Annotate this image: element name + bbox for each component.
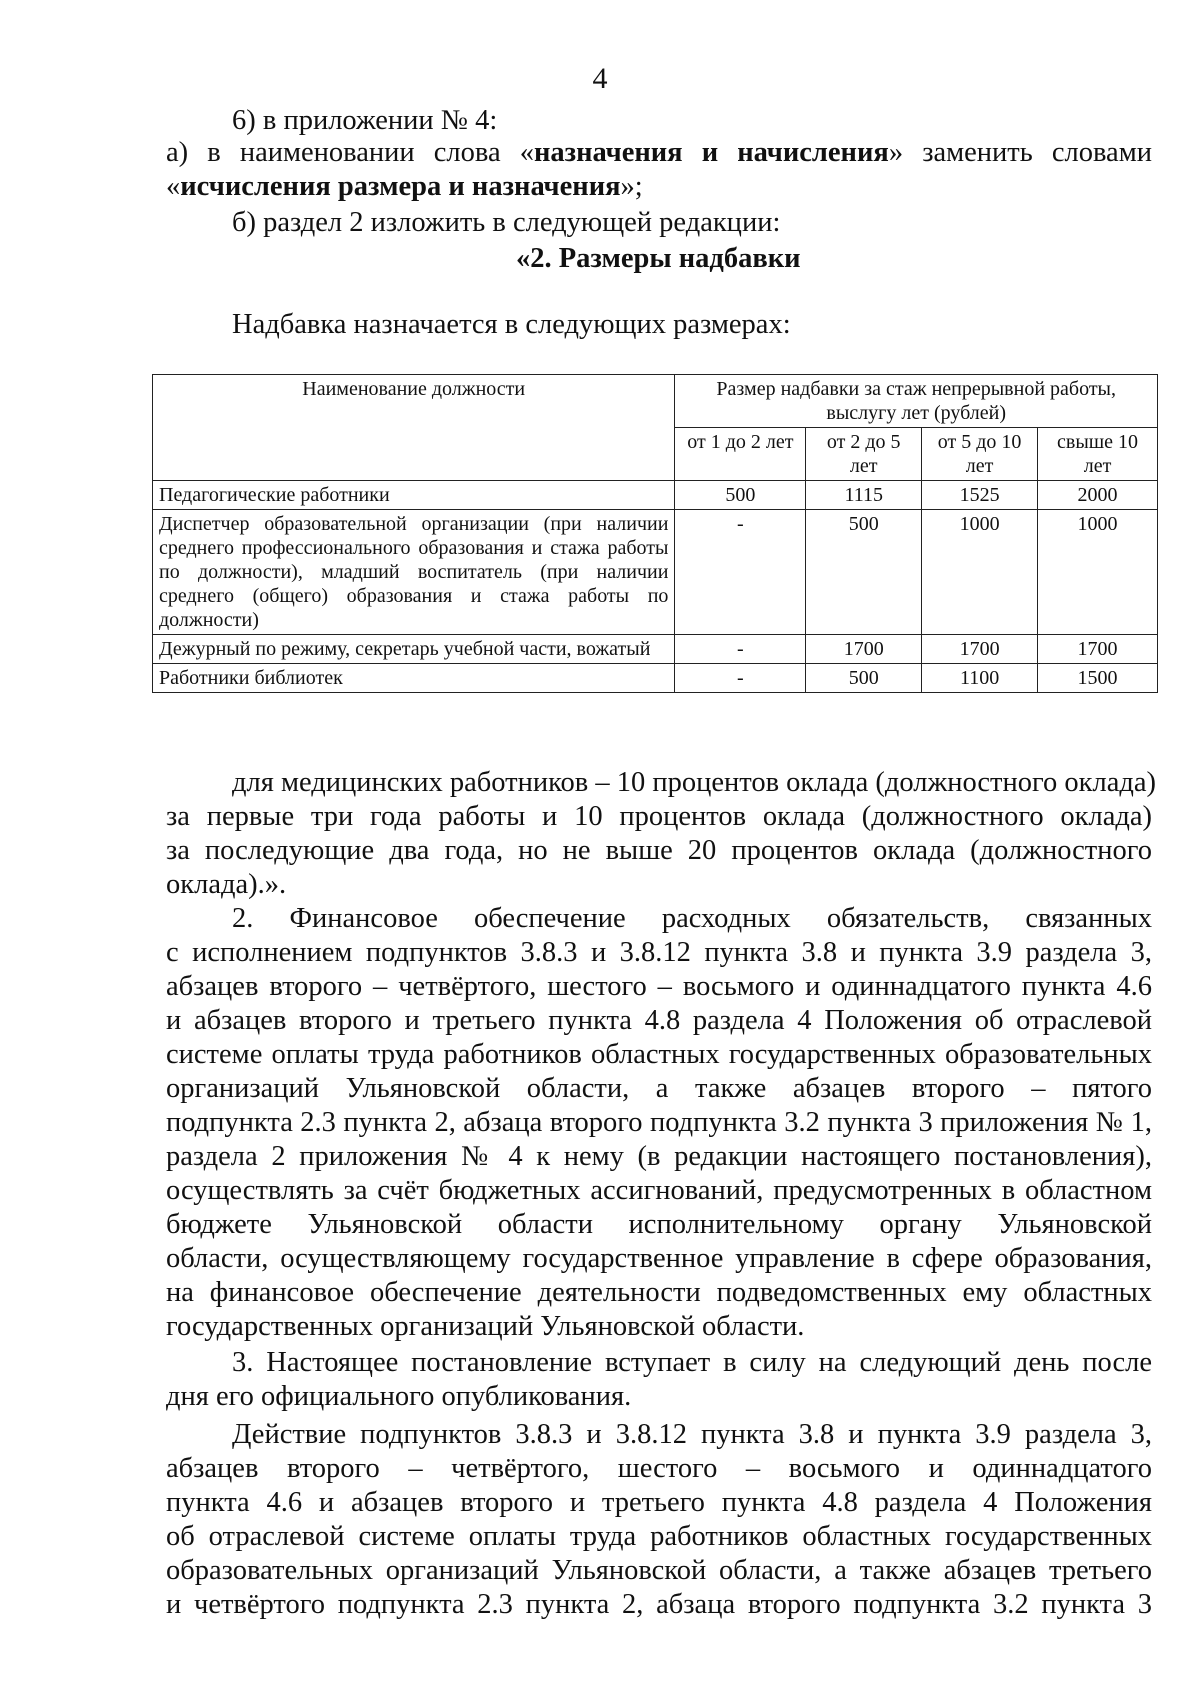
header-position: Наименование должности [153,375,675,481]
row-value: - [675,664,806,693]
row-value: 1700 [806,635,922,664]
table-row [153,635,1158,664]
allowance-table [152,374,1158,693]
table-row [153,481,1158,510]
p2-line: области, осуществляющему государственное управление в сфере образования, [166,1243,1152,1274]
p2-line: на финансовое обеспечение деятельности подведомственных ему областных [166,1277,1152,1308]
p3-line: дня его официального опубликования. [166,1381,632,1412]
row-name: Педагогические работники [153,481,675,510]
subheader-2: от 2 до 5 лет [806,428,922,481]
p2-line: и абзацев второго и третьего пункта 4.8 раздела 4 Положения об отраслевой [166,1005,1152,1036]
row-value: 1115 [806,481,922,510]
row-value: 1000 [922,510,1038,635]
p2-line: 2. Финансовое обеспечение расходных обязательств, связанных [232,903,1152,934]
p2-line: организаций Ульяновской области, а также абзацев второго – пятого [166,1073,1152,1104]
row-name: Диспетчер образовательной организации (при наличии среднего профессионального образования и стажа работы по должности), младший воспитатель (при наличии среднего (общего) образования и стажа работы по должности) [153,510,675,635]
p4-line: абзацев второго – четвёртого, шестого – восьмого и одиннадцатого [166,1453,1152,1484]
intro-line-2a: а) в наименовании слова «назначения и начисления» заменить словами [166,137,1152,168]
p2-line: бюджете Ульяновской области исполнительному органу Ульяновской [166,1209,1152,1240]
row-name: Дежурный по режиму, секретарь учебной части, вожатый [153,635,675,664]
bold-phrase-2: исчисления размера и назначения [180,171,621,202]
row-value: 1000 [1038,510,1158,635]
p-med-line: для медицинских работников – 10 процентов оклада (должностного оклада) [232,767,1156,798]
row-value: - [675,635,806,664]
p4-line: и четвёртого подпункта 2.3 пункта 2, абзаца второго подпункта 3.2 пункта 3 [166,1589,1152,1620]
intro-line-2b: «исчисления размера и назначения»; [166,171,643,202]
row-value: 1700 [1038,635,1158,664]
row-name: Работники библиотек [153,664,675,693]
intro-line-3: б) раздел 2 изложить в следующей редакции: [232,207,781,238]
table-row [153,664,1158,693]
row-value: 500 [806,510,922,635]
header-allowance-group: Размер надбавки за стаж непрерывной работы, выслугу лет (рублей) [675,375,1158,428]
p2-line: абзацев второго – четвёртого, шестого – восьмого и одиннадцатого пункта 4.6 [166,971,1152,1002]
intro-line-4: Надбавка назначается в следующих размерах: [232,309,791,340]
p2-line: системе оплаты труда работников областных государственных образовательных [166,1039,1152,1070]
p2-line: осуществлять за счёт бюджетных ассигнований, предусмотренных в областном [166,1175,1152,1206]
row-value: 500 [675,481,806,510]
row-value: 1525 [922,481,1038,510]
subheader-3: от 5 до 10 лет [922,428,1038,481]
row-value: 2000 [1038,481,1158,510]
p4-line: пункта 4.6 и абзацев второго и третьего пункта 4.8 раздела 4 Положения [166,1487,1152,1518]
row-value: 1500 [1038,664,1158,693]
p2-line: подпункта 2.3 пункта 2, абзаца второго подпункта 3.2 пункта 3 приложения № 1, [166,1107,1152,1138]
page-number: 4 [592,62,608,95]
table-row [153,510,1158,635]
p-med-line: оклада).». [166,869,287,900]
intro-line-1: 6) в приложении № 4: [232,105,498,136]
row-value: 1100 [922,664,1038,693]
p3-line: 3. Настоящее постановление вступает в силу на следующий день после [232,1347,1152,1378]
row-value: 500 [806,664,922,693]
p-med-line: за последующие два года, но не выше 20 процентов оклада (должностного [166,835,1152,866]
bold-phrase-1: назначения и начисления [533,137,889,168]
p2-line: раздела 2 приложения № 4 к нему (в редакции настоящего постановления), [166,1141,1152,1172]
subheader-4: свыше 10 лет [1038,428,1158,481]
subheader-1: от 1 до 2 лет [675,428,806,481]
row-value: - [675,510,806,635]
p-med-line: за первые три года работы и 10 процентов оклада (должностного оклада) [166,801,1152,832]
p4-line: об отраслевой системе оплаты труда работников областных государственных [166,1521,1152,1552]
section-heading: «2. Размеры надбавки [516,243,801,274]
p2-line: с исполнением подпунктов 3.8.3 и 3.8.12 пункта 3.8 и пункта 3.9 раздела 3, [166,937,1152,968]
p4-line: образовательных организаций Ульяновской области, а также абзацев третьего [166,1555,1152,1586]
p4-line: Действие подпунктов 3.8.3 и 3.8.12 пункта 3.8 и пункта 3.9 раздела 3, [232,1419,1152,1450]
row-value: 1700 [922,635,1038,664]
p2-line: государственных организаций Ульяновской области. [166,1311,805,1342]
